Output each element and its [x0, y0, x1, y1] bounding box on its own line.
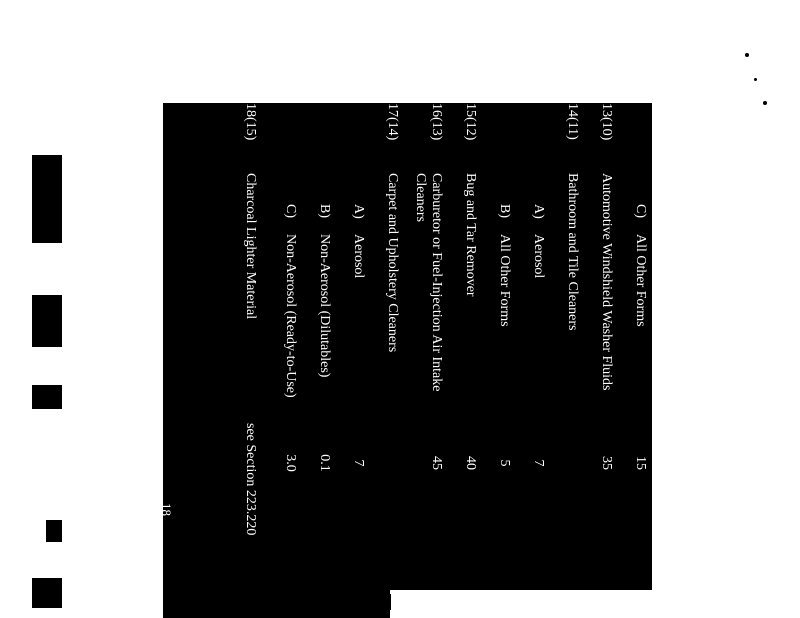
table-row [366, 103, 400, 618]
redaction-mark [262, 594, 302, 610]
speck [763, 101, 767, 105]
item-code: 18(15) [243, 103, 258, 141]
sub-item-letter: B) [497, 204, 512, 218]
item-value: 0.1 [317, 454, 332, 472]
item-name: All Other Forms [633, 234, 648, 327]
binder-mark [46, 520, 62, 542]
item-code: 14(11) [565, 103, 580, 140]
item-value: 3.0 [283, 454, 298, 472]
item-name: Automotive Windshield Washer Fluids [599, 173, 614, 391]
table-row [478, 103, 512, 618]
table-row [218, 103, 258, 618]
rotated-page-content [159, 103, 672, 618]
page-number: 18 [159, 503, 174, 516]
scan-notch [390, 590, 652, 618]
item-value: 15 [633, 456, 648, 470]
item-name: Bug and Tar Remover [463, 173, 478, 297]
table-row [512, 103, 546, 618]
redaction-mark [355, 594, 391, 610]
scanned-page [159, 103, 672, 618]
item-value: 40 [463, 456, 478, 470]
table-row [332, 103, 366, 618]
item-value: 7 [351, 459, 366, 467]
sub-item-letter: A) [531, 204, 546, 219]
item-value: 35 [599, 456, 614, 470]
item-name: Carburetor or Fuel-Injection Air Intake Cleaners [413, 173, 444, 392]
item-name: Aerosol [531, 234, 546, 279]
item-value: see Section 223.220 [243, 423, 258, 536]
item-name: Charcoal Lighter Material [243, 173, 258, 320]
document-reference: JCAR350223-1200727r01 [657, 438, 672, 587]
binder-mark [32, 578, 62, 608]
item-name: Aerosol [351, 234, 366, 279]
sub-item-letter: C) [283, 204, 298, 218]
table-row [580, 103, 614, 618]
sub-item-letter: B) [317, 204, 332, 218]
table-row [614, 103, 648, 618]
sub-item-letter: C) [633, 204, 648, 218]
item-code: 13(10) [599, 103, 614, 141]
item-code: 17(14) [385, 103, 400, 141]
item-code: 15(12) [463, 103, 478, 141]
item-name: Non-Aerosol (Dilutables) [317, 234, 332, 378]
table-row [264, 103, 298, 618]
table-row [404, 103, 444, 618]
binder-mark [32, 295, 62, 347]
item-name: Non-Aerosol (Ready-to-Use) [283, 234, 298, 398]
item-name: Bathroom and Tile Cleaners [565, 173, 580, 331]
table-row [546, 103, 580, 618]
sub-item-letter: A) [351, 204, 366, 219]
binder-mark [32, 385, 62, 409]
speck [754, 78, 757, 81]
item-value: 7 [531, 459, 546, 467]
speck [745, 53, 749, 57]
binder-mark [32, 155, 62, 243]
item-value: 5 [497, 459, 512, 467]
item-name: Carpet and Upholstery Cleaners [385, 173, 400, 353]
item-name: All Other Forms [497, 234, 512, 327]
table-row [444, 103, 478, 618]
table-row [298, 103, 332, 618]
item-value: 45 [429, 456, 444, 470]
item-code: 16(13) [429, 103, 444, 141]
